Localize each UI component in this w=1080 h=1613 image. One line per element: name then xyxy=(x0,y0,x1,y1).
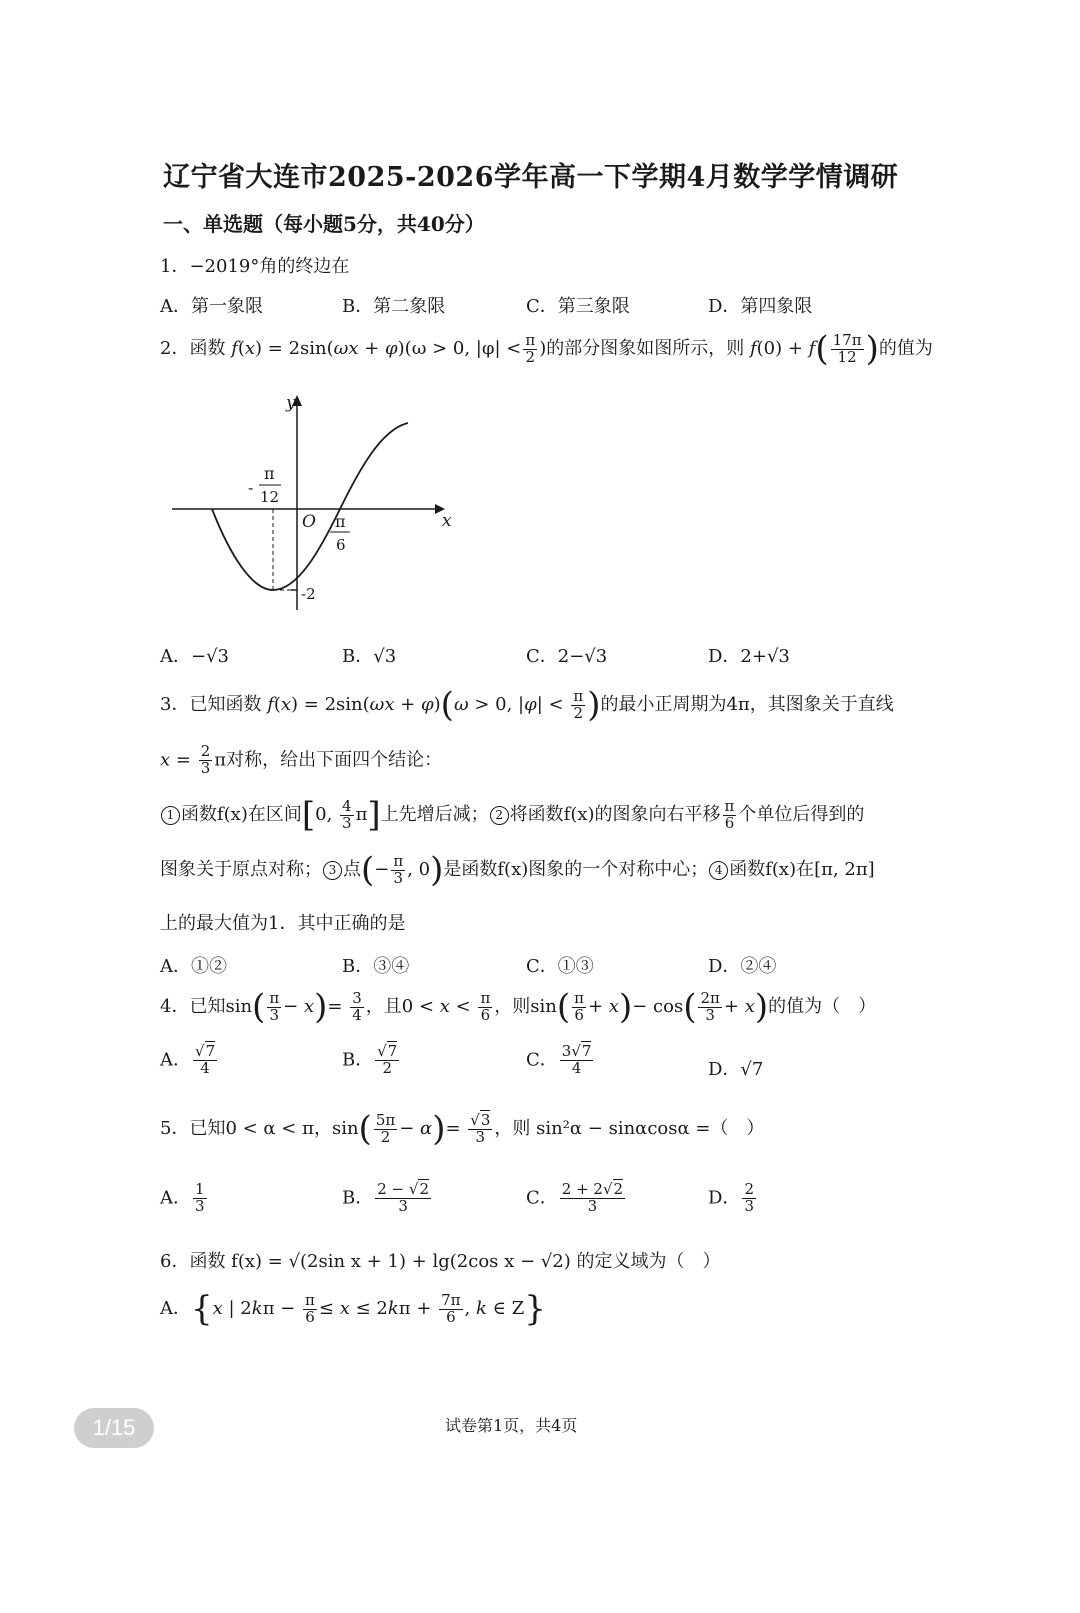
question-1: 1．−2019°角的终边在 xyxy=(160,256,350,277)
question-3: 3．已知函数 f(x) = 2sin(ωx + φ)(ω > 0, |φ| < $\frac{\pi}{2}$ )的最小正周期为4π，其图象关于直线 xyxy=(160,685,894,725)
q4-option-c[interactable]: C． $\frac{3√7}{4}$ xyxy=(526,1042,592,1077)
q1-angle: −2019° xyxy=(189,256,260,277)
question-5: 5．已知0 < α < π，sin( $\frac{5\pi}{2}$ − α)= $\frac{√3}{3}$ ，则 sin²α − sinαcosα =（ ） xyxy=(160,1109,765,1149)
q1-option-a[interactable]: A．第一象限 xyxy=(160,296,263,317)
page-footer: 试卷第1页，共4页 xyxy=(445,1416,578,1435)
q2-graph xyxy=(160,385,480,620)
q3-line3: 1 函数f(x)在区间[0, $\frac{4}{3}$ π]上先增后减； 2 将函数f(x)的图象向右平移 $\frac{\pi}{6}$ 个单位后得到的 xyxy=(160,798,864,832)
q3-line5: 上的最大值为1．其中正确的是 xyxy=(160,913,406,934)
q1-option-b[interactable]: B．第二象限 xyxy=(342,296,446,317)
q1-option-d[interactable]: D．第四象限 xyxy=(708,296,813,317)
q3-line2: x = $\frac{2}{3}$ π对称，给出下面四个结论： xyxy=(160,742,443,777)
pi-label-right: π xyxy=(335,512,346,531)
q3-option-a[interactable]: A．①② xyxy=(160,956,227,977)
q2-option-a[interactable]: A．−√3 xyxy=(160,646,230,667)
q5-option-b[interactable]: B． $\frac{2 - √2}{3}$ xyxy=(342,1180,429,1215)
q5-option-c[interactable]: C． $\frac{2 + 2√2}{3}$ xyxy=(526,1180,624,1215)
q5-option-a[interactable]: A． $\frac{1}{3}$ xyxy=(160,1180,205,1215)
pi-label-left: π xyxy=(264,464,275,483)
q5-option-d[interactable]: D． $\frac{2}{3}$ xyxy=(708,1180,754,1215)
sine-curve xyxy=(212,423,408,590)
q3-option-b[interactable]: B．③④ xyxy=(342,956,410,977)
q3-option-c[interactable]: C．①③ xyxy=(526,956,594,977)
q1-option-c[interactable]: C．第三象限 xyxy=(526,296,630,317)
twelve-label: 12 xyxy=(260,488,280,506)
q4-option-a[interactable]: A． $\frac{√7}{4}$ xyxy=(160,1042,216,1077)
section-heading: 一、单选题（每小题5分，共40分） xyxy=(163,212,485,236)
question-4: 4．已知sin( $\frac{\pi}{3}$ − x)= $\frac{3}{4}$ ，且0 < x < $\frac{\pi}{6}$ ，则sin( $\frac{\pi}{6}$ + x)− cos( $\frac{2\pi}{3}$ + x)的值为（ ） xyxy=(160,987,877,1027)
neg-sign: - xyxy=(248,478,254,497)
page-indicator[interactable]: 1/15 xyxy=(74,1408,154,1448)
y-label: y xyxy=(286,393,296,413)
six-label: 6 xyxy=(336,536,346,554)
page-title: 辽宁省大连市2025-2026学年高一下学期4月数学学情调研 xyxy=(163,162,899,193)
origin-label: O xyxy=(302,512,316,532)
min-label: -2 xyxy=(301,585,316,603)
q6-option-a[interactable]: A．{x | 2kπ − $\frac{\pi}{6}$ ≤ x ≤ 2kπ + $\frac{7\pi}{6}$ , k ∈ Z} xyxy=(160,1289,546,1329)
question-6: 6．函数 f(x) = √(2sin x + 1) + lg(2cos x − √2) 的定义域为（ ） xyxy=(160,1251,721,1272)
q2-option-d[interactable]: D．2+√3 xyxy=(708,646,790,667)
question-2: 2．函数 f(x) = 2sin(ωx + φ)(ω > 0, |φ| < $\frac{\pi}{2}$ )的部分图象如图所示，则 f(0) + f( $\frac{17\pi}{12}$ )的值为 xyxy=(160,329,933,369)
q3-option-d[interactable]: D．②④ xyxy=(708,956,777,977)
q4-option-b[interactable]: B． $\frac{√7}{2}$ xyxy=(342,1042,398,1077)
x-label: x xyxy=(442,511,452,531)
q4-option-d[interactable]: D．√7 xyxy=(708,1059,764,1080)
q3-line4: 图象关于原点对称； 3 点(− $\frac{\pi}{3}$ , 0)是函数f(x)图象的一个对称中心； 4 函数f(x)在[π, 2π] xyxy=(160,850,875,890)
q2-option-c[interactable]: C．2−√3 xyxy=(526,646,608,667)
q2-option-b[interactable]: B．√3 xyxy=(342,646,397,667)
